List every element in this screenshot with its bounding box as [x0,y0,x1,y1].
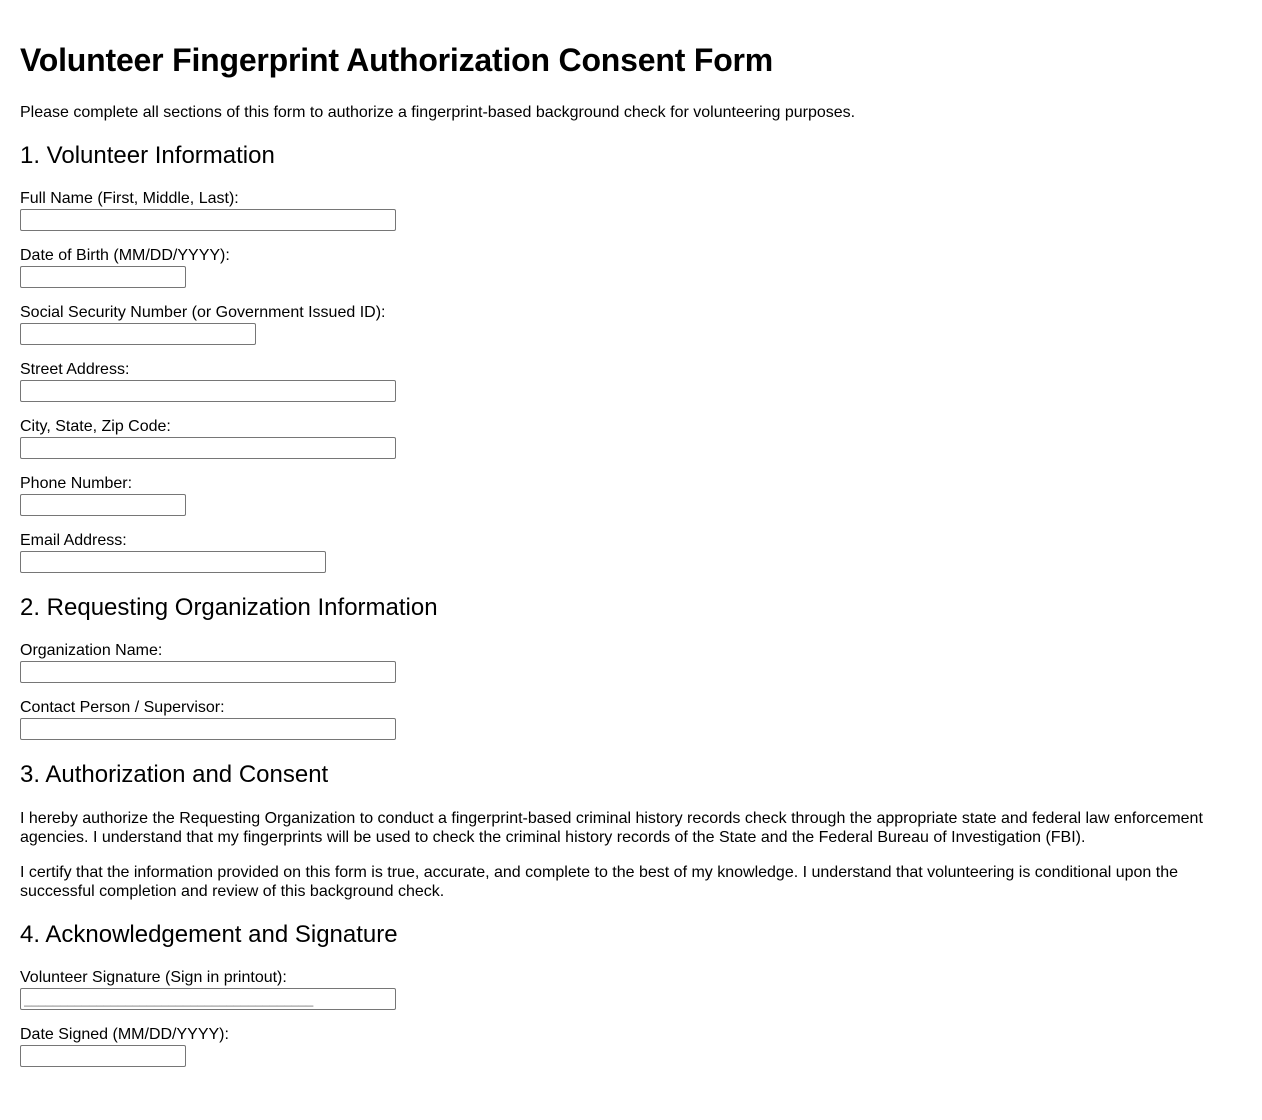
street-address-field [20,360,1242,402]
contact-person-label: Contact Person / Supervisor: [20,699,225,716]
full-name-field [20,189,1242,231]
ssn-input[interactable] [20,323,256,345]
city-state-zip-label: City, State, Zip Code: [20,418,171,435]
signature-input[interactable] [20,988,396,1010]
section-heading-volunteer: 1. Volunteer Information [20,142,275,169]
dob-label: Date of Birth (MM/DD/YYYY): [20,247,230,264]
organization-name-field [20,641,1242,683]
date-signed-input[interactable] [20,1045,186,1067]
section-heading-organization: 2. Requesting Organization Information [20,594,438,621]
signature-field [20,968,1242,1010]
street-address-input[interactable] [20,380,396,402]
consent-paragraph-authorization: I hereby authorize the Requesting Organization to conduct a fingerprint-based criminal history records check through the appropriate state and federal law enforcement agencies. I understand that my fingerprints will be used to check the criminal history records of the State and the Federal Bureau of Investigation (FBI). [20,810,1203,846]
organization-name-label: Organization Name: [20,642,163,659]
full-name-label: Full Name (First, Middle, Last): [20,190,239,207]
consent-paragraph-certification: I certify that the information provided on this form is true, accurate, and complete to the best of my knowledge. I understand that volunteering is conditional upon the successful completion and review of this background check. [20,864,1178,900]
phone-label: Phone Number: [20,475,133,492]
phone-field [20,474,1242,516]
dob-field [20,246,1242,288]
signature-label: Volunteer Signature (Sign in printout): [20,969,287,986]
full-name-input[interactable] [20,209,396,231]
date-signed-field [20,1025,1242,1067]
section-heading-consent: 3. Authorization and Consent [20,761,329,788]
city-state-zip-field [20,417,1242,459]
city-state-zip-input[interactable] [20,437,396,459]
dob-input[interactable] [20,266,186,288]
page-title: Volunteer Fingerprint Authorization Consent Form [20,42,774,78]
email-label: Email Address: [20,532,127,549]
section-heading-signature: 4. Acknowledgement and Signature [20,921,398,948]
email-input[interactable] [20,551,326,573]
phone-input[interactable] [20,494,186,516]
street-address-label: Street Address: [20,361,130,378]
intro-text: Please complete all sections of this form to authorize a fingerprint-based background check for volunteering purposes. [20,104,856,121]
email-field [20,531,1242,573]
date-signed-label: Date Signed (MM/DD/YYYY): [20,1026,229,1043]
ssn-field [20,303,1242,345]
organization-name-input[interactable] [20,661,396,683]
contact-person-field [20,698,1242,740]
contact-person-input[interactable] [20,718,396,740]
ssn-label: Social Security Number (or Government Issued ID): [20,304,386,321]
